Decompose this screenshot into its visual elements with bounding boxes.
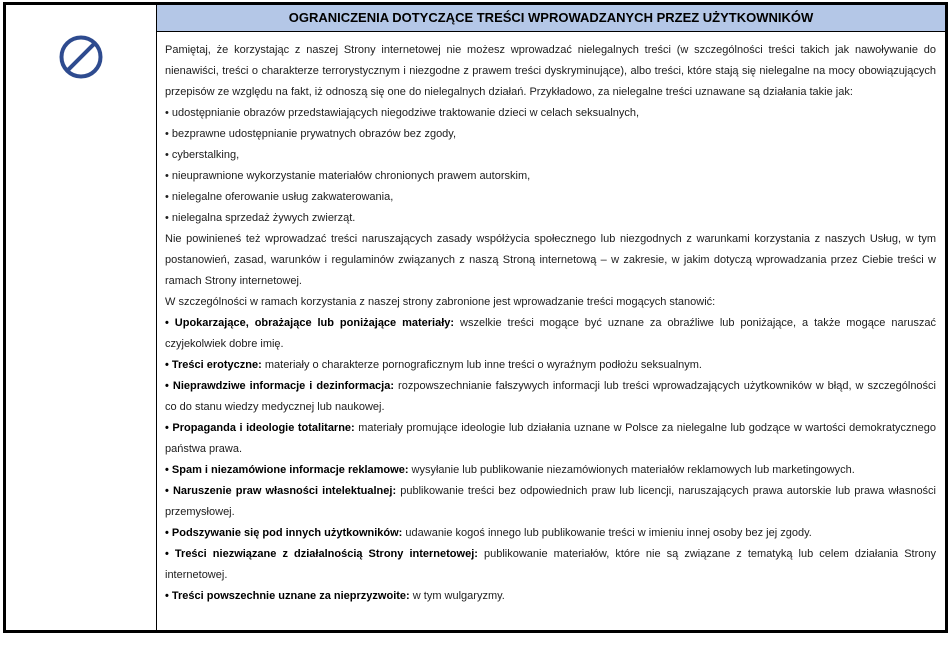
prohibited-item-label: • Upokarzające, obrażające lub poniżające materiały: <box>165 317 455 329</box>
prohibited-item: • Spam i niezamówione informacje reklamowe: wysyłanie lub publikowanie niezamówionych materiałów reklamowych lub marketingowych. <box>165 464 855 476</box>
prohibited-item-label: • Treści niezwiązane z działalnością Strony internetowej: <box>165 548 478 560</box>
prohibited-item: • Nieprawdziwe informacje i dezinformacja: rozpowszechnianie fałszywych informacji lub treści wprowadzających użytkowników w błąd, w szczególności co do stanu wiedzy medycznej lub naukowej. <box>165 380 936 413</box>
prohibition-icon-slash <box>67 43 95 71</box>
prohibited-item-label: • Nieprawdziwe informacje i dezinformacja: <box>165 380 395 392</box>
prohibited-items-list <box>165 313 936 607</box>
section-body <box>157 32 945 630</box>
prohibited-item-label: • Propaganda i ideologie totalitarne: <box>165 422 355 434</box>
icon-cell <box>6 5 157 630</box>
prohibited-item: • Propaganda i ideologie totalitarne: materiały promujące ideologie lub działania uznane w Polsce za nielegalne lub godzące w wartości demokratycznego państwa prawa. <box>165 422 936 455</box>
prohibited-item: • Upokarzające, obrażające lub poniżające materiały: wszelkie treści mogące być uznane za obraźliwe lub poniżające, a także mogące naruszać czyjekolwiek dobre imię. <box>165 317 936 350</box>
prohibited-item-label: • Podszywanie się pod innych użytkowników: <box>165 527 403 539</box>
illegal-example-item: • udostępnianie obrazów przedstawiających niegodziwe traktowanie dzieci w celach seksualnych, <box>165 107 640 119</box>
prohibited-item-label: • Treści erotyczne: <box>165 359 262 371</box>
prohibited-item: • Treści erotyczne: materiały o charakterze pornograficznym lub inne treści o wyraźnym podłożu seksualnym. <box>165 359 702 371</box>
prohibited-item: • Treści powszechnie uznane za nieprzyzwoite: w tym wulgaryzmy. <box>165 590 505 602</box>
prohibited-item: • Podszywanie się pod innych użytkowników: udawanie kogoś innego lub publikowanie treści w imieniu innej osoby bez jej zgody. <box>165 527 812 539</box>
illegal-example-item: • bezprawne udostępnianie prywatnych obrazów bez zgody, <box>165 128 457 140</box>
prohibited-intro-paragraph: W szczególności w ramach korzystania z naszej strony zabronione jest wprowadzanie treści mogących stanowić: <box>165 296 716 308</box>
restrictions-table <box>3 2 948 633</box>
prohibited-item: • Naruszenie praw własności intelektualnej: publikowanie treści bez odpowiednich praw lub licencji, naruszających prawa autorskie lub prawa własności przemysłowej. <box>165 485 937 518</box>
illegal-example-item: • cyberstalking, <box>165 149 240 161</box>
intro-paragraph: Pamiętaj, że korzystając z naszej Strony internetowej nie możesz wprowadzać nielegalnych treści (w szczególności treści takich jak nawoływanie do nienawiści, treści o charakterze terrorystycznym i niezgodne z prawem treści dyskryminujące), albo treści, które stają się nielegalne na mocy obowiązujących przepisów ze względu na fakt, iż odnoszą się one do nielegalnych działań. Przykładowo, za nielegalne treści uznawane są działania takie jak: <box>165 44 936 98</box>
section-header <box>157 5 945 32</box>
content-cell <box>157 5 945 630</box>
prohibition-icon <box>58 34 104 80</box>
illegal-example-item: • nielegalne oferowanie usług zakwaterowania, <box>165 191 394 203</box>
illegal-example-item: • nieuprawnione wykorzystanie materiałów chronionych prawem autorskim, <box>165 170 531 182</box>
prohibited-item-label: • Spam i niezamówione informacje reklamowe: <box>165 464 409 476</box>
prohibited-item-label: • Naruszenie praw własności intelektualnej: <box>165 485 397 497</box>
middle-paragraph: Nie powinieneś też wprowadzać treści naruszających zasady współżycia społecznego lub niezgodnych z warunkami korzystania z naszych Usług, w tym postanowień, zasad, warunków i regulaminów związanych z naszą Stroną internetową – w zakresie, w jakim dotyczą wprowadzania przez Ciebie treści w ramach Strony internetowej. <box>165 233 936 287</box>
illegal-example-item: • nielegalna sprzedaż żywych zwierząt. <box>165 212 356 224</box>
prohibited-item-label: • Treści powszechnie uznane za nieprzyzwoite: <box>165 590 410 602</box>
prohibited-item: • Treści niezwiązane z działalnością Strony internetowej: publikowanie materiałów, które nie są związane z tematyką lub celem działania Strony internetowej. <box>165 548 936 581</box>
illegal-examples-list <box>165 103 936 229</box>
section-title: OGRANICZENIA DOTYCZĄCE TREŚCI WPROWADZANYCH PRZEZ UŻYTKOWNIKÓW <box>288 10 814 25</box>
